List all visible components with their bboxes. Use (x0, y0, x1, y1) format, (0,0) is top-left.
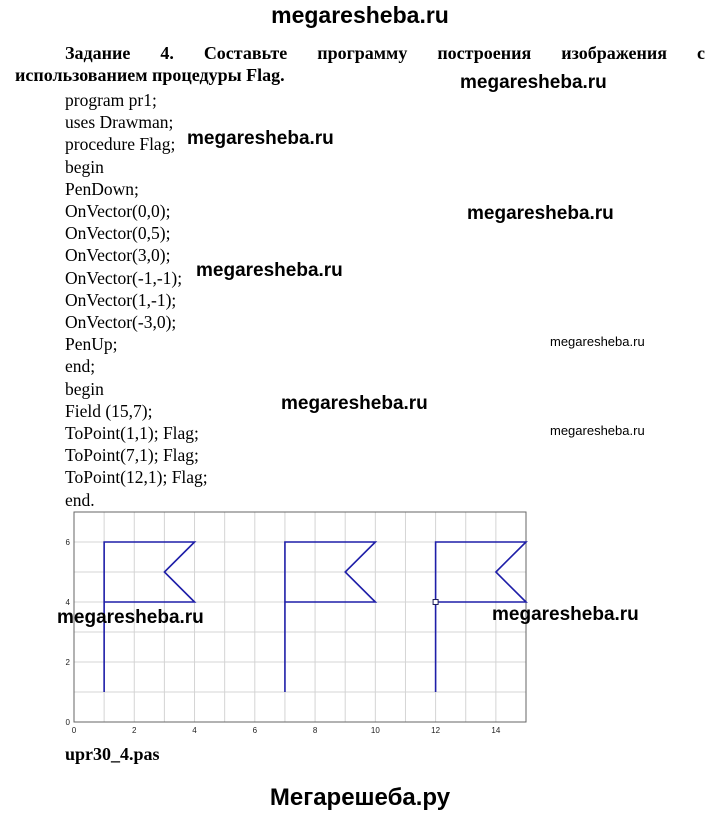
y-tick-label: 4 (65, 598, 70, 607)
code-line: procedure Flag; (65, 134, 176, 155)
watermark: megaresheba.ru (550, 423, 645, 438)
x-tick-label: 10 (370, 726, 380, 735)
watermark: megaresheba.ru (187, 128, 334, 149)
code-line: Field (15,7); (65, 400, 153, 421)
task-line-2: использованием процедуры Flag. (15, 65, 285, 85)
code-line: end. (65, 489, 95, 510)
x-tick-label: 4 (192, 726, 197, 735)
task-word: Составьте (203, 43, 288, 63)
pen-position-marker (433, 600, 438, 605)
code-line: OnVector(0,0); (65, 201, 171, 222)
y-tick-label: 2 (65, 658, 70, 667)
watermark: megaresheba.ru (492, 604, 639, 625)
y-tick-label: 0 (65, 718, 70, 727)
code-line: PenDown; (65, 178, 139, 199)
code-line: ToPoint(7,1); Flag; (65, 445, 199, 466)
task-word: с (696, 43, 705, 63)
code-line: OnVector(-1,-1); (65, 267, 183, 288)
code-line: PenUp; (65, 334, 118, 355)
x-tick-label: 6 (252, 726, 258, 735)
watermark: megaresheba.ru (281, 393, 428, 414)
code-line: ToPoint(12,1); Flag; (65, 467, 208, 488)
code-listing (65, 89, 208, 511)
task-word: построения (437, 43, 532, 63)
code-line: begin (65, 378, 104, 399)
watermark: megaresheba.ru (467, 203, 614, 224)
code-line: OnVector(1,-1); (65, 289, 177, 310)
code-line: uses Drawman; (65, 112, 174, 133)
y-tick-label: 6 (65, 538, 70, 547)
x-tick-label: 2 (132, 726, 137, 735)
watermark: megaresheba.ru (460, 72, 607, 93)
code-line: begin (65, 156, 104, 177)
x-tick-label: 8 (312, 726, 318, 735)
code-line: OnVector(-3,0); (65, 312, 177, 333)
code-line: end; (65, 356, 96, 377)
site-footer: Мегарешеба.ру (269, 784, 451, 811)
code-line: OnVector(0,5); (65, 223, 171, 244)
code-line: OnVector(3,0); (65, 245, 171, 266)
watermark: megaresheba.ru (550, 334, 645, 349)
task-word: Задание (65, 43, 131, 63)
x-tick-label: 12 (431, 726, 441, 735)
site-header: megaresheba.ru (271, 2, 449, 28)
watermark: megaresheba.ru (57, 607, 204, 628)
task-word: 4. (160, 43, 174, 63)
watermark: megaresheba.ru (196, 260, 343, 281)
x-tick-label: 14 (491, 726, 501, 735)
code-line: program pr1; (65, 90, 157, 110)
file-name: upr30_4.pas (65, 744, 160, 764)
task-word: программу (317, 43, 408, 63)
code-line: ToPoint(1,1); Flag; (65, 423, 199, 444)
task-word: изображения (561, 43, 667, 63)
x-tick-label: 0 (71, 726, 77, 735)
